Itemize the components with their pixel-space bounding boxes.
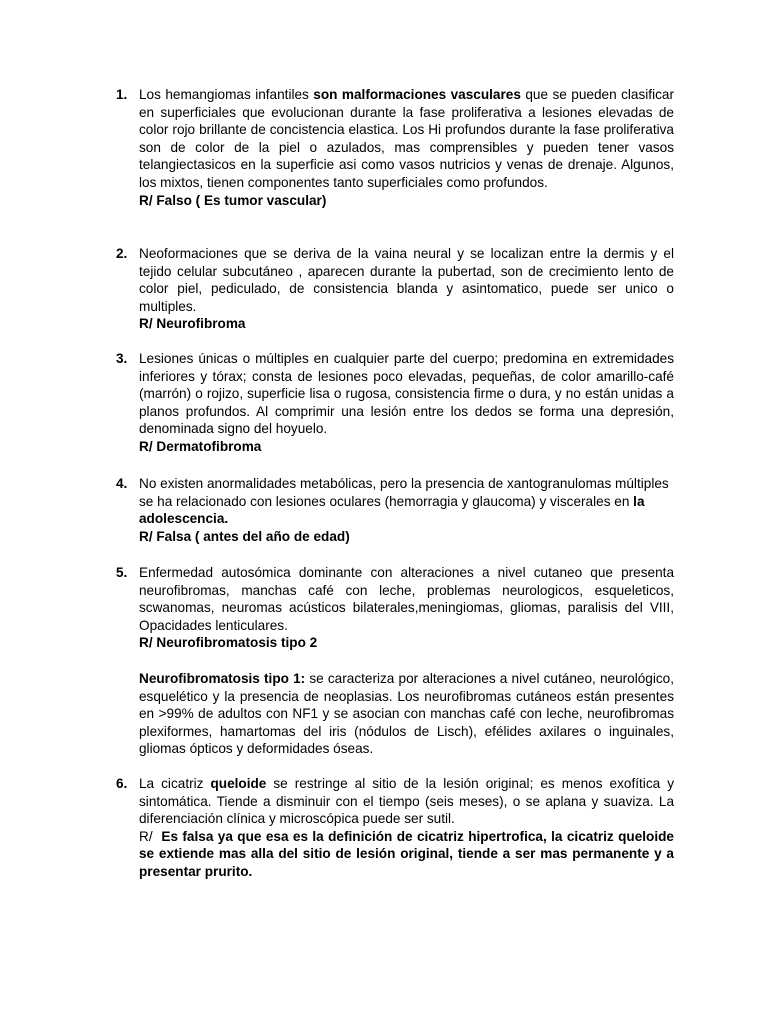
item-number: 4. (116, 476, 128, 491)
item-number: 1. (116, 87, 128, 102)
item-emphasis: la adolescencia. (139, 493, 645, 527)
item-answer: R/ Falsa ( antes del año de edad) (139, 528, 350, 544)
item-text: Lesiones únicas o múltiples en cualquier parte del cuerpo; predomina en extremidades inferiores y tórax; consta de lesiones poco elevadas, pequeñas, de color amarillo-café (marrón) o rojizo, superficie lisa o rugosa, consistencia firme o dura, y no están unidas a planos profundos. Al comprimir una lesión entre los dedos se forma una depresión, denominada signo del hoyuelo. (139, 351, 674, 437)
list-item-5 (116, 564, 674, 652)
item-answer: R/ Neurofibroma (139, 316, 246, 332)
item-answer: R/ Es falsa ya que esa es la definición de cicatriz hipertrofica, la cicatriz queloide se extiende mas alla del sitio de lesión original, tiende a ser mas permanente y a presentar prurito. (139, 828, 674, 879)
list-item-4 (116, 475, 674, 545)
item-text: La cicatriz queloide se restringe al sitio de la lesión original; es menos exofítica y sintomática. Tiende a disminuir con el tiempo (seis meses), o se aplana y suaviza. La diferenciación clínica y microscópica puede ser sutil. (139, 776, 675, 827)
list-item-6 (116, 775, 674, 881)
nf1-text: se caracteriza por alteraciones a nivel cutáneo, neurológico, esquelético y la presencia de neoplasias. Los neurofibromas cutáneos están presentes en >99% de adultos con NF1 y se asocian con manchas café con leche, neurofibromas plexiformes, hamartomas del iris (nódulos de Lisch), efélides axilares o inguinales, gliomas ópticos y deformidades óseas. (139, 671, 675, 757)
item-answer: R/ Falso ( Es tumor vascular) (139, 192, 327, 208)
item-number: 2. (116, 246, 128, 261)
item-text: No existen anormalidades metabólicas, pero la presencia de xantogranulomas múltiples se ha relacionado con lesiones oculares (hemorragia y glaucoma) y viscerales en la adolescencia. (139, 476, 669, 527)
item-text: Los hemangiomas infantiles son malformaciones vasculares que se pueden clasificar en superficiales que evolucionan durante la fase proliferativa a lesiones elevadas de color rojo brillante de concistencia elastica. Los Hi profundos durante la fase proliferativa son de color de la piel o azulados, mas comprensibles y pueden tener vasos telangiectasicos en la superficie asi como vasos nutricios y venas de drenaje. Algunos, los mixtos, tienen componentes tanto superficiales como profundos. (139, 87, 674, 190)
item-text: Neoformaciones que se deriva de la vaina neural y se localizan entre la dermis y el tejido celular subcutáneo , aparecen durante la pubertad, son de crecimiento lento de color piel, pediculado, de consistencia blanda y asintomatico, puede ser unico o multiples. (139, 246, 674, 314)
item-emphasis: queloide (210, 776, 267, 791)
list-item-1 (116, 86, 674, 209)
item-answer: R/ Dermatofibroma (139, 438, 262, 454)
list-item-3 (116, 350, 674, 456)
nf1-title: Neurofibromatosis tipo 1: (139, 671, 306, 686)
nf1-paragraph (139, 670, 674, 758)
item-number: 6. (116, 776, 128, 791)
item-answer: R/ Neurofibromatosis tipo 2 (139, 635, 318, 651)
item-emphasis: son malformaciones vasculares (313, 87, 521, 102)
item-number: 5. (116, 565, 128, 580)
item-number: 3. (116, 351, 128, 366)
list-item-2 (116, 245, 674, 333)
item-text: Enfermedad autosómica dominante con alteraciones a nivel cutaneo que presenta neurofibromas, manchas café con leche, problemas neurologicos, esqueleticos, scwanomas, neuromas acústicos bilaterales,meningiomas, gliomas, paralisis del VIII, Opacidades lenticulares. (139, 565, 674, 633)
